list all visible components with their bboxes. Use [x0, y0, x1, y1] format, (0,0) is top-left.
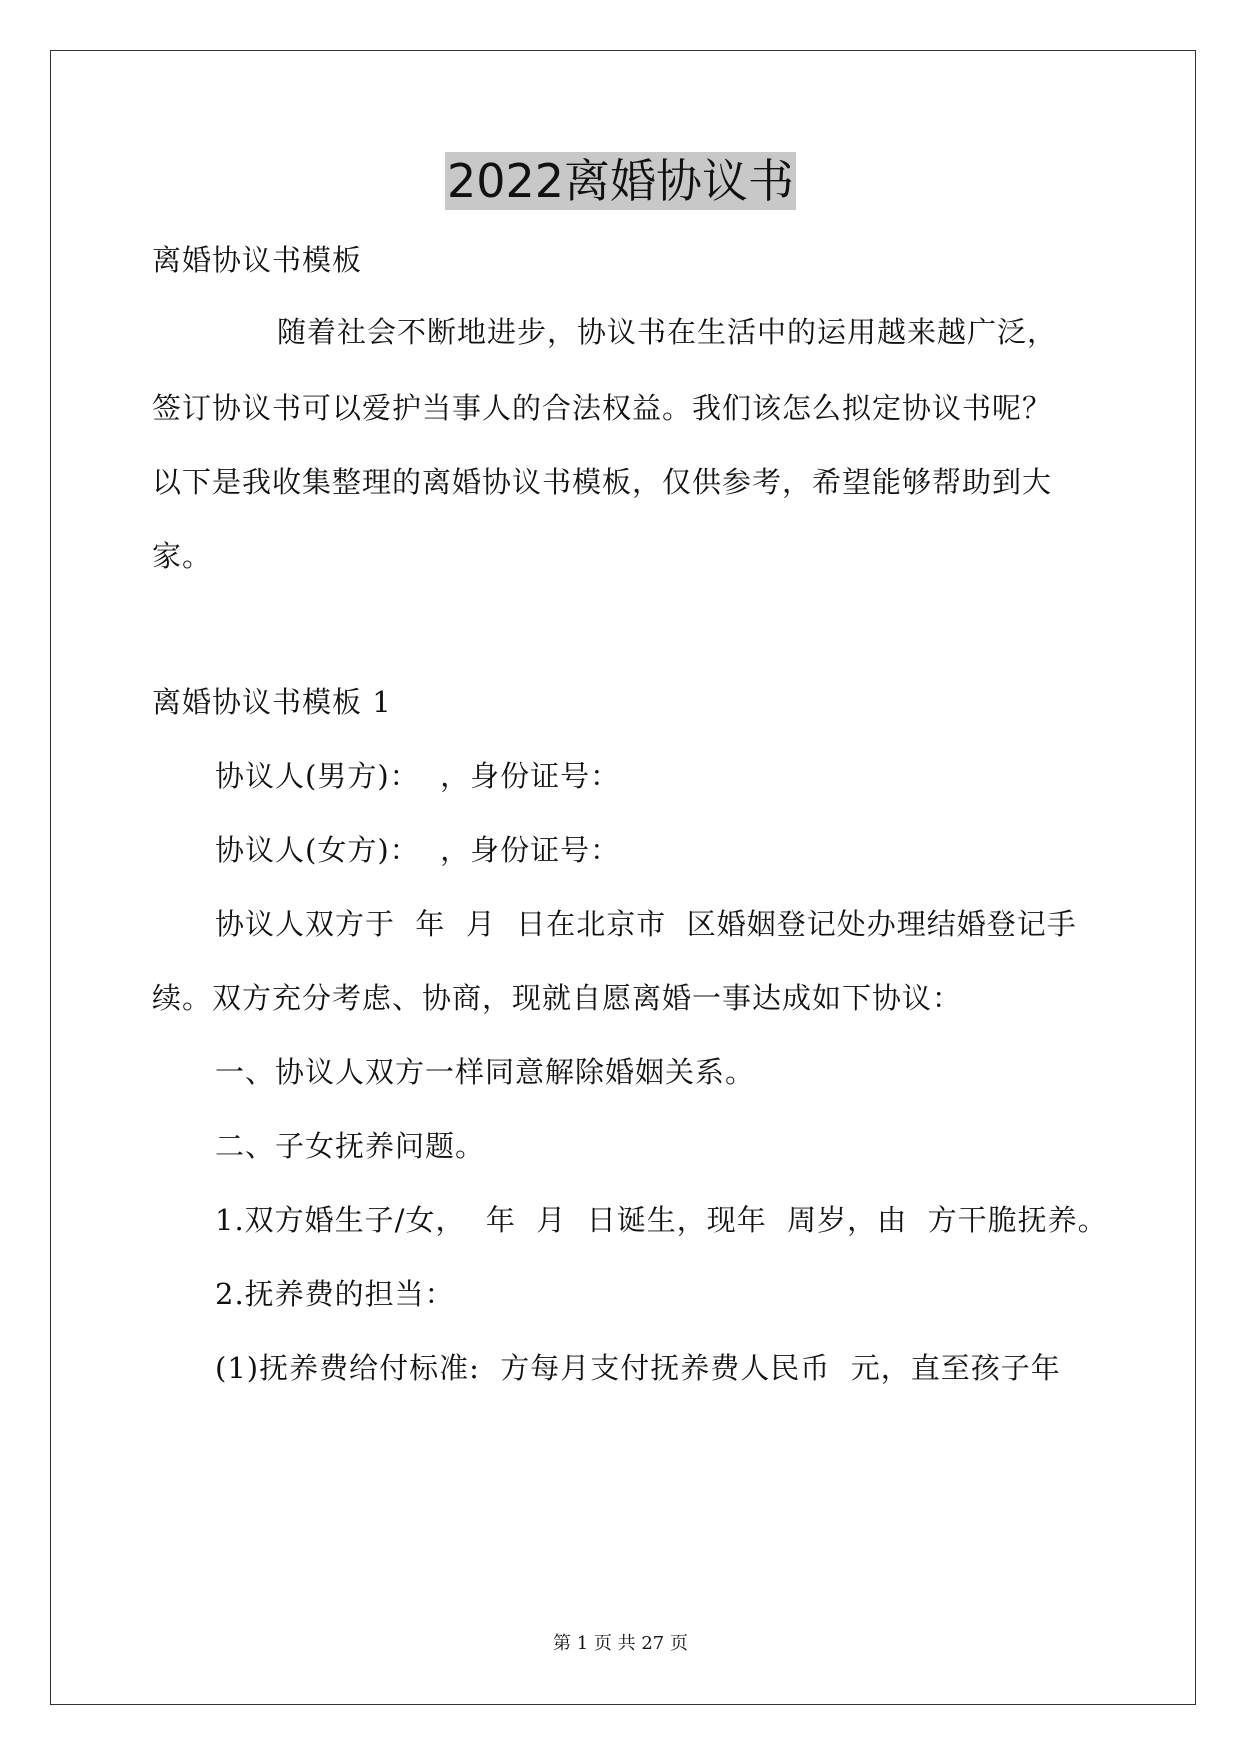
- page-number-footer: 第 1 页 共 27 页: [553, 1633, 688, 1654]
- page-border: [50, 50, 1196, 1705]
- paragraph-line: 家。: [152, 539, 213, 573]
- title-wrap: [0, 152, 1241, 210]
- party-female-line: 协议人(女方)： ，身份证号：: [215, 833, 621, 867]
- clause-line: 1.双方婚生子/女， 年 月 日诞生，现年 周岁，由 方干脆抚养。: [215, 1203, 1108, 1237]
- paragraph-line: 签订协议书可以爱护当事人的合法权益。我们该怎么拟定协议书呢？: [152, 391, 1053, 425]
- clause-line: 2.抚养费的担当：: [215, 1277, 455, 1311]
- section-heading-template: 离婚协议书模板: [152, 243, 363, 277]
- paragraph-line: 以下是我收集整理的离婚协议书模板，仅供参考，希望能够帮助到大: [152, 465, 1053, 499]
- document-title: 2022离婚协议书: [446, 154, 795, 208]
- clause-line: 二、子女抚养问题。: [215, 1129, 486, 1163]
- party-male-line: 协议人(男方)： ，身份证号：: [215, 759, 621, 793]
- paragraph-line: 续。双方充分考虑、协商，现就自愿离婚一事达成如下协议：: [152, 981, 963, 1015]
- paragraph-line: 随着社会不断地进步，协议书在生活中的运用越来越广泛，: [277, 315, 1058, 349]
- clause-line: (1)抚养费给付标准: 方每月支付抚养费人民币 元，直至孩子年: [215, 1351, 1061, 1385]
- paragraph-line: 协议人双方于 年 月 日在北京市 区婚姻登记处办理结婚登记手: [215, 907, 1077, 941]
- section-heading-template-1: 离婚协议书模板 1: [152, 685, 392, 719]
- clause-line: 一、协议人双方一样同意解除婚姻关系。: [215, 1055, 756, 1089]
